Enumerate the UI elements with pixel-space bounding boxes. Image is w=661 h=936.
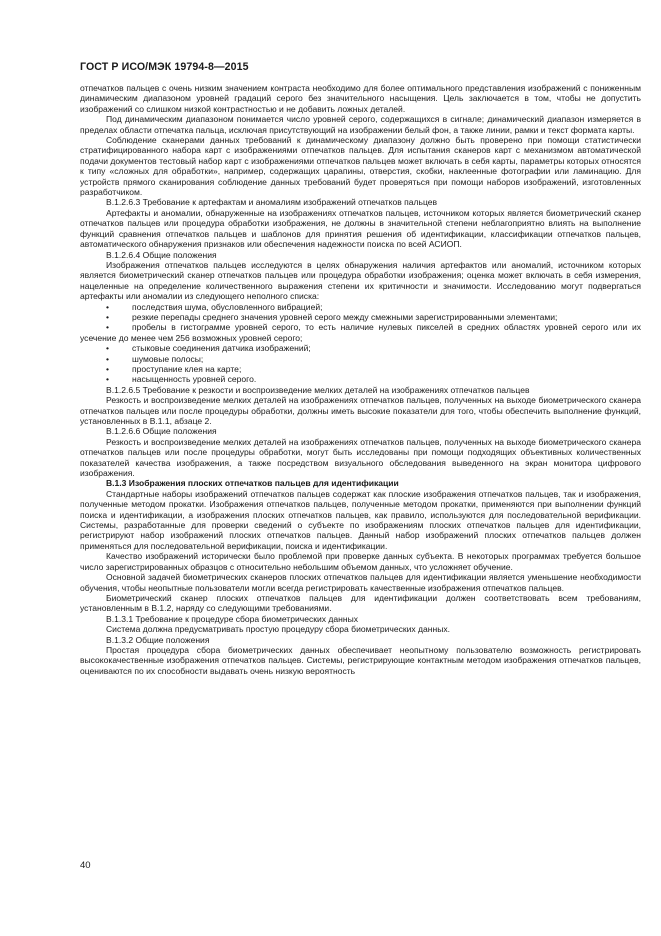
list-item [80,302,641,312]
paragraph: Артефакты и аномалии, обнаруженные на изображениях отпечатков пальцев, источником которых является биометрический сканер отпечатков пальцев или процедура обработки изображения, не должны в значительной степени неблагоприятно влиять на выполнение функций сравнения отпечатков пальцев и шаблонов для принятия решения об идентификации, классификации отпечатков пальцев, автоматического обнаружения признаков или обеспечения надежности поиска по всей АСИОП. [80,207,641,250]
list-item [80,312,641,322]
list-item-text: проступание клея на карте; [132,363,242,374]
bullet-list [80,302,641,385]
list-item [80,322,641,343]
section-heading: В.1.2.6.5 Требование к резкости и воспроизведение мелких деталей на изображениях отпечатков пальцев [106,384,530,395]
bullet-icon: • [106,301,109,312]
section-heading: В.1.2.6.4 Общие положения [106,249,217,260]
bullet-icon: • [106,374,109,385]
paragraph: Биометрический сканер плоских отпечатков пальцев для идентификации должен соответствовать всем требованиям, установленным в В.1.2, наряду со следующими требованиями. [80,592,641,614]
bullet-icon: • [106,343,109,354]
paragraph: Основной задачей биометрических сканеров плоских отпечатков пальцев для идентификации является уменьшение необходимости обучения, чтобы неопытные пользователи могли всегда регистрировать качественные изображения отпечатков пальцев. [80,572,641,593]
section-heading-bold: В.1.3 Изображения плоских отпечатков пальцев для идентификации [106,478,399,489]
section-heading: В.1.3.1 Требование к процедуре сбора биометрических данных [106,613,358,624]
section-heading: В.1.3.2 Общие положения [106,634,210,645]
bullet-icon: • [106,363,109,374]
bullet-icon: • [106,311,109,322]
section-heading: В.1.2.6.3 Требование к артефактам и аномалиям изображений отпечатков пальцев [106,197,438,208]
paragraph: Качество изображений исторически было проблемой при проверке данных субъекта. В некоторых программах требуется большое число зарегистрированных образцов с относительно небольшим объемом данных, что усложняет обучение. [80,551,641,572]
section-heading: Система должна предусматривать простую процедуру сбора биометрических данных. [106,624,450,635]
list-item [80,354,641,364]
list-item-text: шумовые полосы; [132,353,204,364]
page-number: 40 [80,860,91,871]
bullet-icon: • [106,322,109,333]
document-body [80,83,641,676]
section-heading: В.1.2.6.6 Общие положения [106,426,217,437]
paragraph: отпечатков пальцев с очень низким значением контраста необходимо для более оптимального представления изображений с пониженным динамическим диапазоном уровней градаций серого без значительного насыщения. Цель заключается в том, чтобы не допустить изображений со слишком низкой контрастностью и не добавить ложных деталей. [80,83,641,114]
paragraph: Под динамическим диапазоном понимается число уровней серого, содержащихся в сигнале; динамический диапазон измеряется в пределах области отпечатка пальца, исключая присутствующий на изображении белый фон, а также линии, рамки и текст формата карты. [80,114,641,135]
bullet-icon: • [106,353,109,364]
list-item-text: резкие перепады среднего значения уровней серого между смежными зарегистрированными элементами; [132,311,558,322]
list-item [80,343,641,353]
paragraph: Резкость и воспроизведение мелких деталей на изображениях отпечатков пальцев, полученных на выходе биометрического сканера отпечатков пальцев или после процедуры обработки, должны иметь высокие показатели для того, чтобы обеспечить выполнение функций, установленных в В.1.1, абзаце 2. [80,395,641,426]
paragraph: Стандартные наборы изображений отпечатков пальцев содержат как плоские изображения отпечатков пальцев, так и изображения, полученные методом прокатки. Изображения отпечатков пальцев, полученные методом прокатки, применяются при выполнении функций поиска и идентификации, а изображения плоских отпечатков пальцев, как правило, используются для последовательной верификации. Системы, разработанные для проверки сведений о субъекте по изображениям плоских отпечатков пальцев для идентификации, регистрируют набор изображений плоских отпечатков пальцев. Данный набор изображений плоских отпечатков пальцев должен применяться для последовательной верификации, поиска и идентификации. [80,488,641,551]
list-item-text: последствия шума, обусловленного вибрацией; [132,301,323,312]
list-item [80,374,641,384]
paragraph: Соблюдение сканерами данных требований к динамическому диапазону должно быть проверено при помощи статистически стратифицированного набора карт с изображениями отпечатков пальцев. Для испытания сканеров карт с механизмом автоматической подачи документов тестовый набор карт с изображениями отпечатков пальцев может включать в себя карты, параметры которых относятся к типу «сложных для обработки», например, содержащих царапины, отверстия, скобки, наклеенные фотографии или ламинацию. Для устройств прямого сканирования соблюдение данных требований будет проверяться при помощи наборов изображений, изготовленных разработчиком. [80,135,641,198]
list-item-text: стыковые соединения датчика изображений; [132,343,311,354]
document-header: ГОСТ Р ИСО/МЭК 19794-8—2015 [80,61,249,73]
paragraph: Резкость и воспроизведение мелких деталей на изображениях отпечатков пальцев, полученных на выходе биометрического сканера отпечатков пальцев или после процедуры обработки, могут быть исследованы при помощи подходящих объективных количественных показателей качества изображения, а также посредством визуального обследования выведенного на экран монитора цифрового изображения. [80,436,641,479]
paragraph: Простая процедура сбора биометрических данных обеспечивает неопытному пользователю возможность регистрировать высококачественные изображения отпечатков пальцев. Системы, регистрирующие контактным методом изображения отпечатков пальцев, оцениваются по их способности выдавать очень низкую вероятность [80,644,641,676]
list-item-text: насыщенность уровней серого. [132,374,257,385]
list-item-text: пробелы в гистограмме уровней серого, то есть наличие нулевых пикселей в средних областях уровней серого или их усечение до менее чем 256 возможных уровней серого; [80,322,641,343]
list-item [80,364,641,374]
paragraph: Изображения отпечатков пальцев исследуются в целях обнаружения наличия артефактов или аномалий, источником которых является биометрический сканер отпечатков пальцев или процедура обработки изображения; оценка может включать в себя измерения, нацеленные на определение количественного выражения степени их критичности и значимости. Исследованию могут подвергаться артефакты или аномалии из следующего неполного списка: [80,259,641,302]
